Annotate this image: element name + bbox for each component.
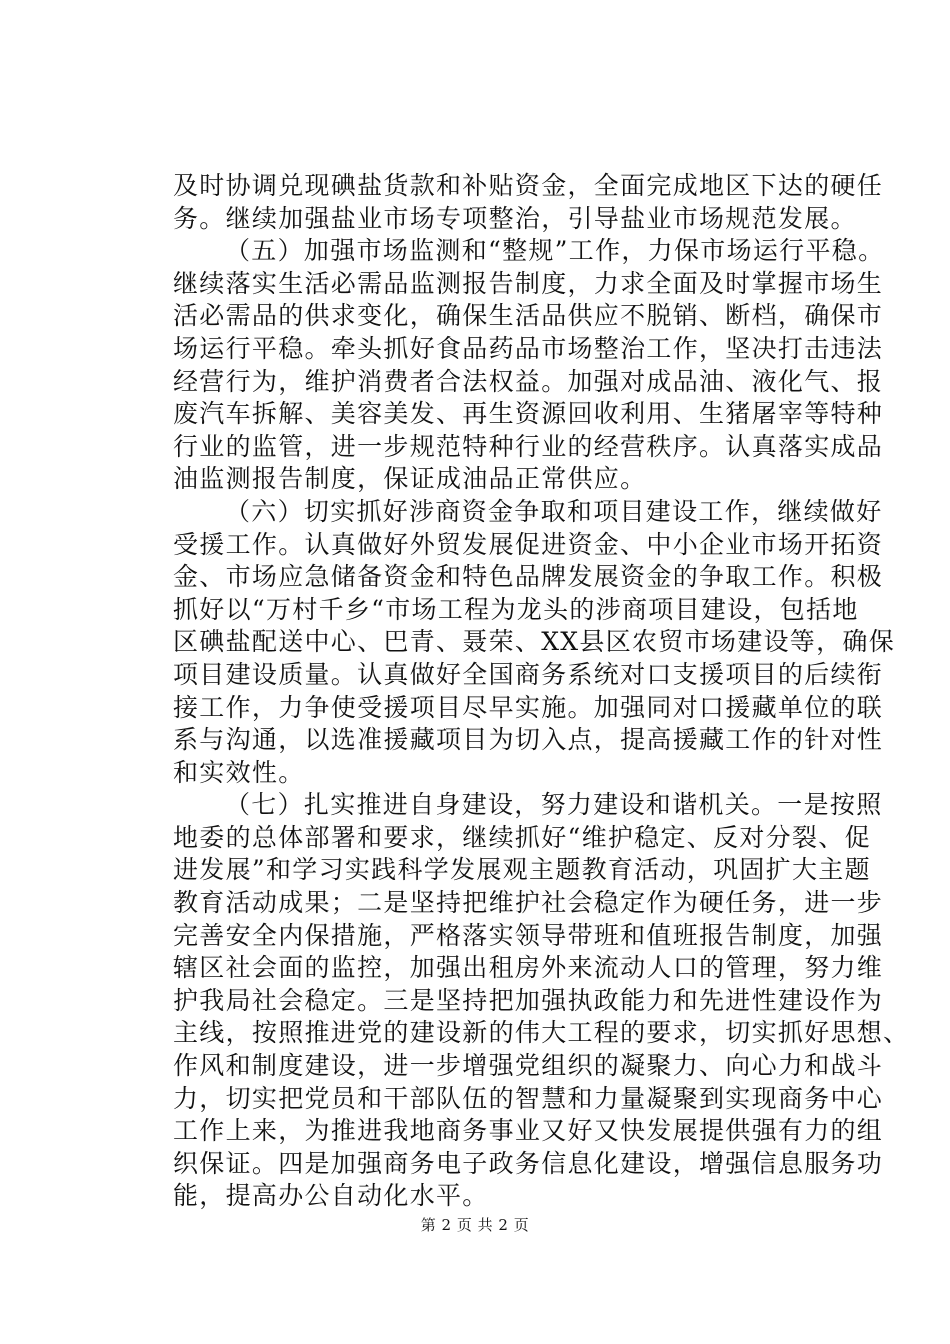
text-line: 能，提高办公自动化水平。 <box>173 1181 489 1211</box>
text-line: 接工作，力争使受援项目尽早实施。加强同对口援藏单位的联 <box>173 692 884 722</box>
text-line: 织保证。四是加强商务电子政务信息化建设，增强信息服务功 <box>173 1148 884 1178</box>
text-line: 油监测报告制度，保证成油品正常供应。 <box>173 464 647 494</box>
text-line: 教育活动成果；二是坚持把维护社会稳定作为硬任务，进一步 <box>173 888 884 918</box>
text-line: 经营行为，维护消费者合法权益。加强对成品油、液化气、报 <box>173 366 884 396</box>
text-line: 完善安全内保措施，严格落实领导带班和值班报告制度，加强 <box>173 920 884 950</box>
text-line: 作风和制度建设，进一步增强党组织的凝聚力、向心力和战斗 <box>173 1051 884 1081</box>
text-line: 受援工作。认真做好外贸发展促进资金、中小企业市场开拓资 <box>173 529 884 559</box>
text-line: 项目建设质量。认真做好全国商务系统对口支援项目的后续衔 <box>173 659 884 689</box>
text-line: 力，切实把党员和干部队伍的智慧和力量凝聚到实现商务中心 <box>173 1083 884 1113</box>
text-line: 活必需品的供求变化，确保生活品供应不脱销、断档，确保市 <box>173 301 884 331</box>
text-line: 金、市场应急储备资金和特色品牌发展资金的争取工作。积极 <box>173 562 884 592</box>
text-line: 抓好以“万村千乡“市场工程为龙头的涉商项目建设，包括地 <box>173 594 859 624</box>
text-line: （六）切实抓好涉商资金争取和项目建设工作，继续做好 <box>225 496 883 526</box>
text-line: 主线，按照推进党的建设新的伟大工程的要求，切实抓好思想、 <box>173 1018 910 1048</box>
text-line: 废汽车拆解、美容美发、再生资源回收利用、生猪屠宰等特种 <box>173 399 884 429</box>
text-line: 系与沟通，以选准援藏项目为切入点，提高援藏工作的针对性 <box>173 725 884 755</box>
text-line: （五）加强市场监测和“整规”工作，力保市场运行平稳。 <box>225 236 885 266</box>
text-line: 及时协调兑现碘盐货款和补贴资金，全面完成地区下达的硬任 <box>173 171 884 200</box>
text-line: 工作上来，为推进我地商务事业又好又快发展提供强有力的组 <box>173 1116 884 1146</box>
text-line: 辖区社会面的监控，加强出租房外来流动人口的管理，努力维 <box>173 953 884 983</box>
text-line: 场运行平稳。牵头抓好食品药品市场整治工作，坚决打击违法 <box>173 333 884 363</box>
text-line: 区碘盐配送中心、巴青、聂荣、XX县区农贸市场建设等，确保 <box>173 627 895 657</box>
text-line: 和实效性。 <box>173 757 305 787</box>
text-line: 继续落实生活必需品监测报告制度，力求全面及时掌握市场生 <box>173 268 884 298</box>
text-line: 护我局社会稳定。三是坚持把加强执政能力和先进性建设作为 <box>173 985 884 1015</box>
text-line: 务。继续加强盐业市场专项整治，引导盐业市场规范发展。 <box>173 203 857 233</box>
text-line: 地委的总体部署和要求，继续抓好“维护稳定、反对分裂、促 <box>173 822 871 852</box>
text-line: 行业的监管，进一步规范特种行业的经营秩序。认真落实成品 <box>173 431 884 461</box>
text-line: （七）扎实推进自身建设，努力建设和谐机关。一是按照 <box>225 790 883 820</box>
text-line: 进发展”和学习实践科学发展观主题教育活动，巩固扩大主题 <box>173 855 871 885</box>
page-footer: 第 2 页 共 2 页 <box>420 1216 530 1234</box>
document-body <box>173 170 910 1213</box>
